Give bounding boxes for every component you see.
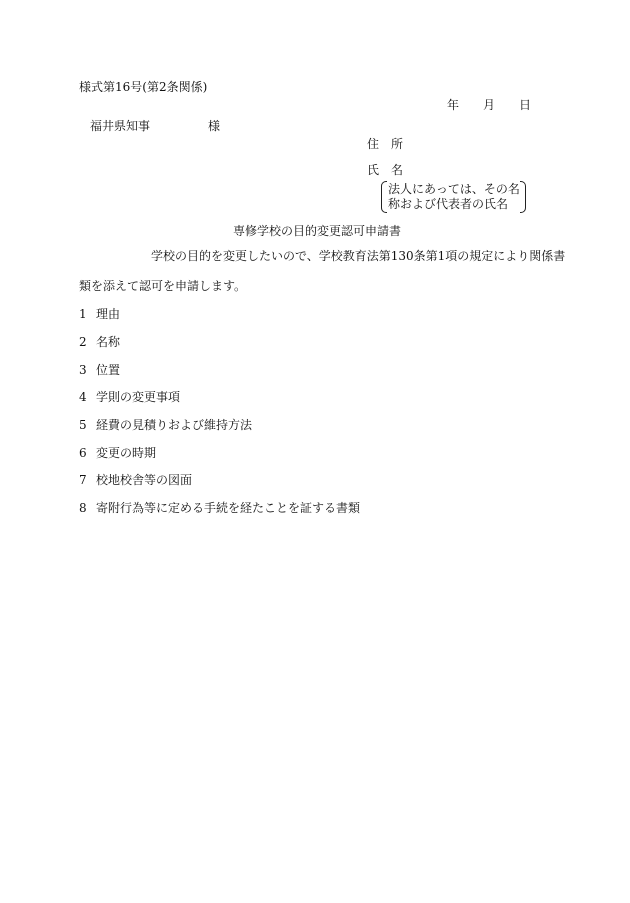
list-item: [79, 473, 192, 487]
addressee-name: 福井県知事: [90, 119, 151, 133]
name-label: [367, 163, 403, 177]
list-item-number: 2: [79, 335, 87, 349]
address-label-char-2: 所: [391, 137, 404, 151]
list-item: [79, 335, 120, 349]
document-title: 専修学校の目的変更認可申請書: [233, 224, 402, 238]
address-label: [367, 137, 403, 151]
name-label-char-1: 氏: [367, 163, 380, 177]
list-item: [79, 363, 120, 377]
date-line: [447, 98, 531, 112]
list-item-number: 3: [79, 363, 87, 377]
list-item-number: 7: [79, 473, 87, 487]
form-number: 様式第16号(第2条関係): [79, 80, 208, 94]
address-label-char-1: 住: [367, 137, 380, 151]
list-item-label: 経費の見積りおよび維持方法: [96, 418, 253, 432]
list-item: [79, 418, 252, 432]
list-item: [79, 390, 180, 404]
corporate-note-line-1: 法人にあっては、その名: [388, 182, 520, 196]
list-item-label: 名称: [96, 335, 121, 349]
list-item-label: 校地校舎等の図面: [96, 473, 193, 487]
list-item-number: 1: [79, 307, 87, 321]
corporate-note-bracket: [381, 181, 526, 213]
list-item-number: 8: [79, 501, 87, 515]
list-item-number: 4: [79, 390, 87, 404]
list-item-number: 6: [79, 446, 87, 460]
list-item-number: 5: [79, 418, 87, 432]
list-item: [79, 307, 120, 321]
addressee-suffix: 様: [208, 119, 221, 133]
body-text-line-1: 学校の目的を変更したいので、学校教育法第130条第1項の規定により関係書: [151, 249, 566, 263]
list-item-label: 変更の時期: [96, 446, 157, 460]
date-month: 月: [483, 98, 496, 112]
date-year: 年: [447, 98, 460, 112]
addressee: [90, 119, 220, 133]
list-item-label: 学則の変更事項: [96, 390, 181, 404]
list-item-label: 寄附行為等に定める手続を経たことを証する書類: [96, 501, 361, 515]
list-item-label: 理由: [96, 307, 121, 321]
date-day: 日: [519, 98, 532, 112]
list-item-label: 位置: [96, 363, 121, 377]
list-item: [79, 501, 360, 515]
corporate-note-line-2: 称および代表者の氏名: [388, 197, 509, 211]
list-item: [79, 446, 156, 460]
body-text-line-2: 類を添えて認可を申請します。: [79, 279, 247, 293]
name-label-char-2: 名: [391, 163, 404, 177]
